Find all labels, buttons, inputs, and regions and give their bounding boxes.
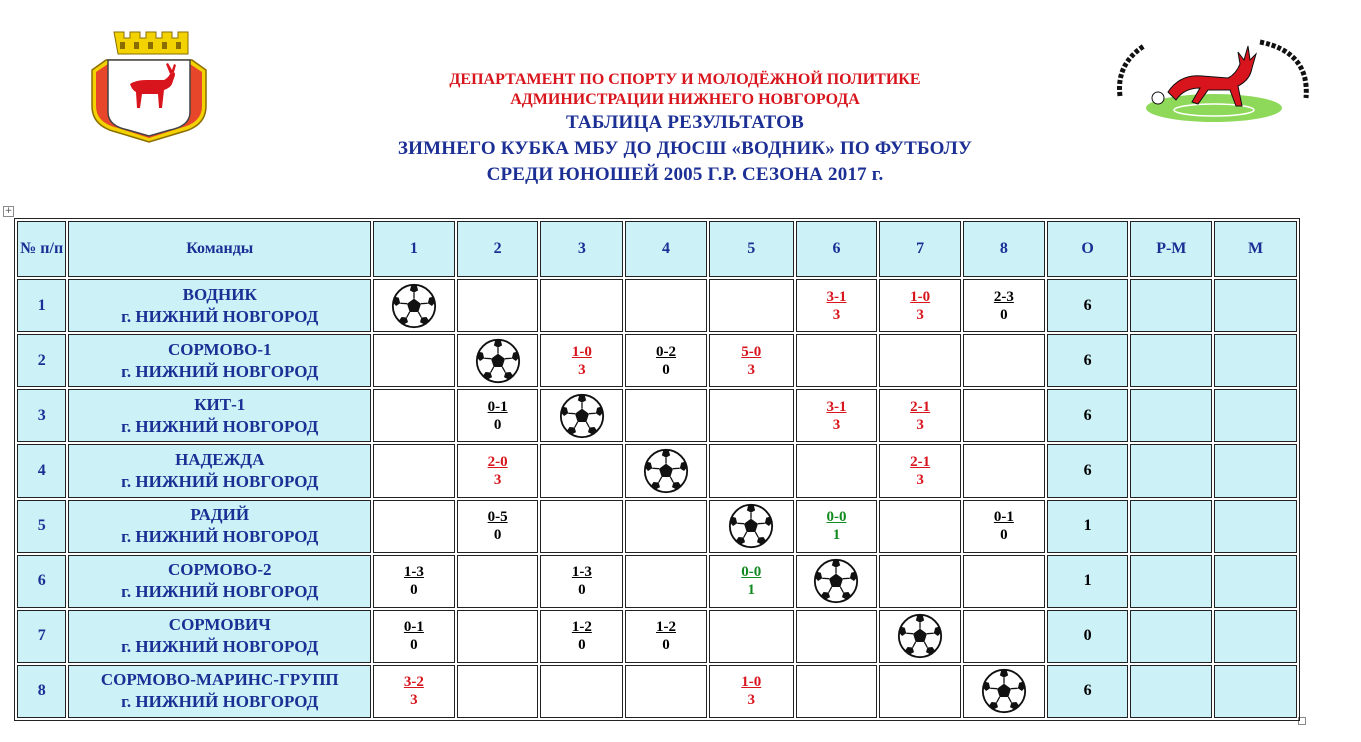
soccer-ball-icon [475, 338, 521, 384]
match-cell [625, 334, 707, 387]
administration-line: АДМИНИСТРАЦИИ НИЖНЕГО НОВГОРОДА [510, 91, 860, 108]
team-name: СОРМОВО-1 [167, 339, 272, 359]
coat-of-arms-icon [86, 28, 212, 146]
team-number: 1 [17, 279, 66, 332]
team-goal-difference [1130, 500, 1212, 553]
match-cell [457, 665, 539, 718]
match-cell [540, 555, 623, 608]
table-row [17, 555, 1297, 608]
team-name: ВОДНИК [182, 284, 257, 304]
match-score: 2-3 [993, 288, 1014, 305]
match-points: 1 [747, 582, 755, 599]
match-cell [540, 610, 623, 663]
team-goal-difference [1130, 665, 1212, 718]
match-score: 0-1 [487, 398, 508, 415]
match-points: 0 [410, 582, 418, 599]
soccer-ball-icon [559, 393, 605, 439]
team-points: 1 [1047, 555, 1129, 608]
match-cell [796, 334, 878, 387]
header-place: М [1214, 221, 1297, 277]
team-city: г. НИЖНИЙ НОВГОРОД [121, 582, 319, 602]
match-cell [879, 279, 961, 332]
self-match-cell [963, 665, 1045, 718]
team-goal-difference [1130, 279, 1212, 332]
match-result [488, 453, 508, 489]
match-cell [457, 555, 539, 608]
team-city: г. НИЖНИЙ НОВГОРОД [121, 416, 319, 436]
match-score: 0-5 [487, 509, 508, 526]
soccer-ball-icon [728, 503, 774, 549]
match-score: 1-2 [571, 619, 592, 636]
match-result [572, 563, 592, 599]
match-cell [879, 555, 961, 608]
team-city: г. НИЖНИЙ НОВГОРОД [121, 692, 319, 712]
match-points: 0 [410, 637, 418, 654]
match-cell [963, 444, 1045, 497]
soccer-ball-icon [981, 668, 1027, 714]
match-cell [625, 555, 707, 608]
match-cell [373, 334, 455, 387]
self-match-cell [373, 279, 455, 332]
team-place [1214, 279, 1297, 332]
self-match-cell [879, 610, 961, 663]
match-cell [625, 610, 707, 663]
team-cell [68, 610, 371, 663]
self-match-cell [625, 444, 707, 497]
match-score: 0-2 [656, 343, 677, 360]
team-number: 3 [17, 389, 66, 442]
match-points: 1 [832, 527, 841, 544]
match-cell [373, 555, 455, 608]
team-goal-difference [1130, 444, 1212, 497]
match-points: 3 [578, 361, 586, 378]
match-cell [540, 444, 623, 497]
match-score: 1-0 [910, 288, 931, 305]
table-title: ТАБЛИЦА РЕЗУЛЬТАТОВ [566, 112, 804, 133]
team-goal-difference [1130, 610, 1212, 663]
match-cell [963, 279, 1045, 332]
match-cell [625, 665, 707, 718]
match-cell [625, 279, 707, 332]
team-cell [68, 334, 371, 387]
table-row [17, 444, 1297, 497]
match-score: 3-1 [826, 398, 847, 415]
match-cell [373, 444, 455, 497]
soccer-ball-icon [897, 613, 943, 659]
department-line: ДЕПАРТАМЕНТ ПО СПОРТУ И МОЛОДЁЖНОЙ ПОЛИТИКЕ [449, 71, 921, 88]
match-result [910, 288, 930, 324]
match-result [488, 508, 508, 544]
team-number: 8 [17, 665, 66, 718]
match-result [488, 398, 508, 434]
table-header-row [17, 221, 1297, 277]
team-place [1214, 334, 1297, 387]
team-name: СОРМОВИЧ [168, 615, 271, 635]
match-points: 0 [662, 637, 670, 654]
match-result [741, 343, 761, 379]
match-cell [963, 334, 1045, 387]
team-number: 7 [17, 610, 66, 663]
match-points: 3 [493, 471, 502, 488]
match-score: 2-1 [910, 453, 931, 470]
match-cell [879, 665, 961, 718]
match-result [656, 618, 676, 654]
self-match-cell [796, 555, 878, 608]
match-points: 0 [662, 361, 670, 378]
team-place [1214, 665, 1297, 718]
match-result [741, 673, 761, 709]
match-points: 3 [832, 416, 841, 433]
team-points: 0 [1047, 610, 1129, 663]
team-points: 6 [1047, 389, 1129, 442]
match-cell [540, 279, 623, 332]
match-cell [963, 610, 1045, 663]
match-cell [373, 389, 455, 442]
match-cell [457, 444, 539, 497]
match-points: 3 [747, 361, 755, 378]
match-cell [796, 279, 878, 332]
table-row [17, 610, 1297, 663]
match-cell [879, 334, 961, 387]
match-cell [963, 389, 1045, 442]
team-goal-difference [1130, 334, 1212, 387]
match-cell [540, 665, 623, 718]
header-points: О [1047, 221, 1129, 277]
match-result [910, 398, 930, 434]
match-score: 2-0 [487, 453, 508, 470]
match-result [994, 288, 1014, 324]
table-row [17, 279, 1297, 332]
team-place [1214, 389, 1297, 442]
team-points: 6 [1047, 334, 1129, 387]
team-goal-difference [1130, 389, 1212, 442]
match-score: 1-3 [571, 564, 592, 581]
match-result [404, 563, 424, 599]
team-points: 6 [1047, 279, 1129, 332]
match-cell [963, 555, 1045, 608]
header-col-7: 7 [879, 221, 961, 277]
match-cell [457, 279, 539, 332]
match-cell [709, 555, 794, 608]
team-number: 6 [17, 555, 66, 608]
header-goals: Р-М [1130, 221, 1212, 277]
match-cell [625, 500, 707, 553]
match-result [404, 673, 424, 709]
match-cell [709, 444, 794, 497]
team-cell [68, 389, 371, 442]
match-cell [625, 389, 707, 442]
team-number: 4 [17, 444, 66, 497]
match-points: 3 [916, 471, 924, 488]
match-result [826, 508, 846, 544]
match-result [910, 453, 930, 489]
team-city: г. НИЖНИЙ НОВГОРОД [121, 527, 319, 547]
team-number: 5 [17, 500, 66, 553]
team-name: РАДИЙ [190, 505, 250, 525]
match-cell [709, 665, 794, 718]
team-place [1214, 500, 1297, 553]
team-place [1214, 555, 1297, 608]
team-city: г. НИЖНИЙ НОВГОРОД [121, 471, 319, 491]
match-score: 0-1 [993, 509, 1014, 526]
match-cell [457, 389, 539, 442]
match-cell [796, 665, 878, 718]
match-cell [963, 500, 1045, 553]
match-score: 0-0 [741, 564, 762, 581]
match-points: 0 [1000, 527, 1008, 544]
team-cell [68, 444, 371, 497]
match-cell [709, 610, 794, 663]
match-cell [796, 444, 878, 497]
table-row [17, 334, 1297, 387]
match-cell [373, 610, 455, 663]
match-score: 0-1 [403, 619, 424, 636]
team-goal-difference [1130, 555, 1212, 608]
match-result [572, 343, 592, 379]
match-score: 0-0 [826, 509, 847, 526]
team-city: г. НИЖНИЙ НОВГОРОД [121, 637, 319, 657]
match-cell [540, 334, 623, 387]
self-match-cell [540, 389, 623, 442]
team-place [1214, 610, 1297, 663]
table-row [17, 500, 1297, 553]
match-points: 0 [493, 416, 502, 433]
match-points: 3 [916, 306, 924, 323]
match-cell [796, 500, 878, 553]
team-place [1214, 444, 1297, 497]
match-score: 3-2 [403, 674, 424, 691]
header-col-4: 4 [625, 221, 707, 277]
team-cell [68, 500, 371, 553]
team-name: НАДЕЖДА [175, 449, 265, 469]
match-score: 1-3 [403, 564, 424, 581]
soccer-ball-icon [643, 448, 689, 494]
match-result [656, 343, 676, 379]
match-points: 3 [832, 306, 841, 323]
document-header [340, 70, 1030, 188]
results-table [14, 218, 1300, 721]
match-cell [879, 500, 961, 553]
team-name: СОРМОВО-2 [167, 560, 272, 580]
match-cell [457, 500, 539, 553]
match-cell [457, 610, 539, 663]
match-cell [709, 334, 794, 387]
match-points: 3 [747, 692, 755, 709]
match-cell [540, 500, 623, 553]
match-score: 3-1 [826, 288, 847, 305]
header-col-2: 2 [457, 221, 539, 277]
match-result [826, 288, 846, 324]
match-points: 3 [410, 692, 418, 709]
tournament-title: ЗИМНЕГО КУБКА МБУ ДО ДЮСШ «ВОДНИК» ПО ФУТБОЛУ [397, 138, 973, 159]
team-number: 2 [17, 334, 66, 387]
header-col-8: 8 [963, 221, 1045, 277]
season-title: СРЕДИ ЮНОШЕЙ 2005 Г.Р. СЕЗОНА 2017 г. [486, 164, 884, 185]
soccer-ball-icon [391, 283, 437, 329]
header-col-1: 1 [373, 221, 455, 277]
header-col-5: 5 [709, 221, 794, 277]
match-result [994, 508, 1014, 544]
soccer-ball-icon [813, 558, 859, 604]
header-col-6: 6 [796, 221, 878, 277]
team-city: г. НИЖНИЙ НОВГОРОД [121, 361, 319, 381]
match-cell [709, 279, 794, 332]
federation-logo-icon [1110, 34, 1318, 126]
match-points: 0 [1000, 306, 1008, 323]
match-cell [373, 500, 455, 553]
self-match-cell [457, 334, 539, 387]
match-cell [879, 389, 961, 442]
table-row [17, 389, 1297, 442]
header-teams: Команды [68, 221, 371, 277]
table-row [17, 665, 1297, 718]
match-cell [879, 444, 961, 497]
self-match-cell [709, 500, 794, 553]
table-move-handle-icon[interactable]: + [4, 206, 13, 216]
header-num: № п/п [17, 221, 66, 277]
team-points: 6 [1047, 444, 1129, 497]
team-name: СОРМОВО-МАРИНС-ГРУПП [100, 670, 339, 690]
match-score: 1-0 [741, 674, 762, 691]
match-result [826, 398, 846, 434]
match-result [741, 563, 761, 599]
match-cell [709, 389, 794, 442]
team-points: 1 [1047, 500, 1129, 553]
match-points: 0 [578, 637, 586, 654]
match-cell [796, 610, 878, 663]
match-points: 3 [916, 416, 924, 433]
team-cell [68, 279, 371, 332]
match-score: 2-1 [910, 398, 931, 415]
header-col-3: 3 [540, 221, 623, 277]
match-result [572, 618, 592, 654]
team-points: 6 [1047, 665, 1129, 718]
team-cell [68, 555, 371, 608]
match-score: 1-0 [571, 343, 592, 360]
match-cell [796, 389, 878, 442]
match-cell [373, 665, 455, 718]
team-cell [68, 665, 371, 718]
match-points: 0 [578, 582, 586, 599]
match-score: 1-2 [656, 619, 677, 636]
match-score: 5-0 [741, 343, 762, 360]
match-points: 0 [493, 527, 502, 544]
match-result [404, 618, 424, 654]
team-city: г. НИЖНИЙ НОВГОРОД [121, 306, 319, 326]
team-name: КИТ-1 [194, 394, 246, 414]
